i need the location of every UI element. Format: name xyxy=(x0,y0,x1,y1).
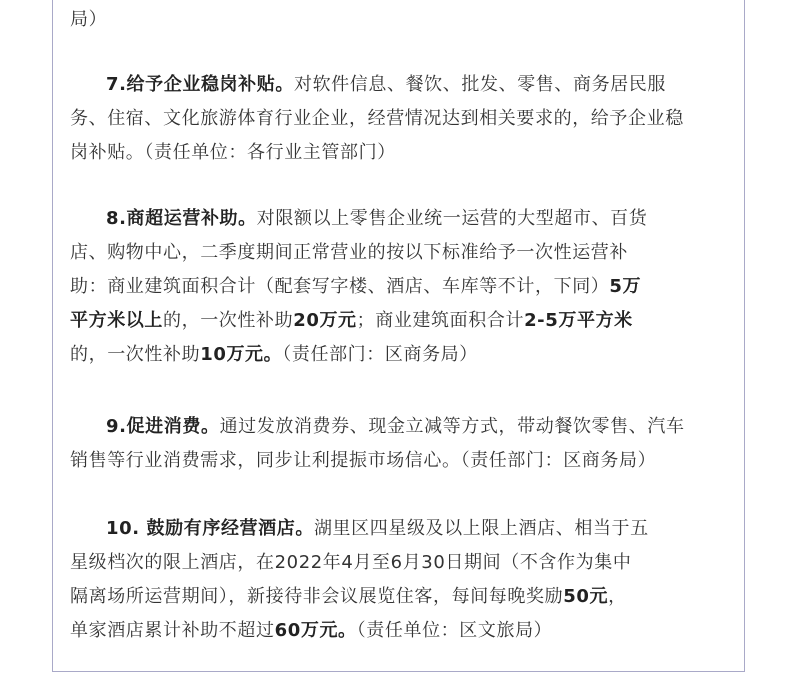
item-8-line-3: 助：商业建筑面积合计（配套写字楼、酒店、车库等不计，下同）5万 xyxy=(70,276,642,297)
item-8-heading: 8.商超运营补助。 xyxy=(106,208,257,229)
policy-item-9 xyxy=(70,410,730,478)
item-9-line-2: 销售等行业消费需求，同步让利提振市场信心。（责任部门：区商务局） xyxy=(70,450,657,471)
policy-item-7 xyxy=(70,68,730,170)
item-7-line-1: 7.给予企业稳岗补贴。对软件信息、餐饮、批发、零售、商务居民服 xyxy=(106,74,666,95)
item-10-line-3: 隔离场所运营期间），新接待非会议展览住客，每间每晚奖励50元， xyxy=(70,586,627,607)
item-7-line-3: 岗补贴。（责任单位：各行业主管部门） xyxy=(70,142,396,163)
item-10-line-4: 单家酒店累计补助不超过60万元。（责任单位：区文旅局） xyxy=(70,620,553,641)
item-10-line-1: 10. 鼓励有序经营酒店。湖里区四星级及以上限上酒店、相当于五 xyxy=(106,518,649,539)
policy-item-10 xyxy=(70,512,730,648)
item-7-heading: 7.给予企业稳岗补贴。 xyxy=(106,74,294,95)
previous-paragraph-tail: 局） xyxy=(70,9,108,30)
item-10-heading: 10. 鼓励有序经营酒店。 xyxy=(106,518,314,539)
item-8-line-5: 的，一次性补助10万元。（责任部门：区商务局） xyxy=(70,344,478,365)
item-8-line-4: 平方米以上的，一次性补助20万元；商业建筑面积合计2-5万平方米 xyxy=(70,310,633,331)
item-8-line-1: 8.商超运营补助。对限额以上零售企业统一运营的大型超市、百货 xyxy=(106,208,648,229)
item-9-line-1: 9.促进消费。通过发放消费券、现金立减等方式，带动餐饮零售、汽车 xyxy=(106,416,685,437)
item-7-line-2: 务、住宿、文化旅游体育行业企业，经营情况达到相关要求的，给予企业稳 xyxy=(70,108,684,129)
policy-item-8 xyxy=(70,202,730,372)
item-10-line-2: 星级档次的限上酒店，在2022年4月至6月30日期间（不含作为集中 xyxy=(70,552,632,573)
item-9-heading: 9.促进消费。 xyxy=(106,416,220,437)
item-8-line-2: 店、购物中心，二季度期间正常营业的按以下标准给予一次性运营补 xyxy=(70,242,628,263)
